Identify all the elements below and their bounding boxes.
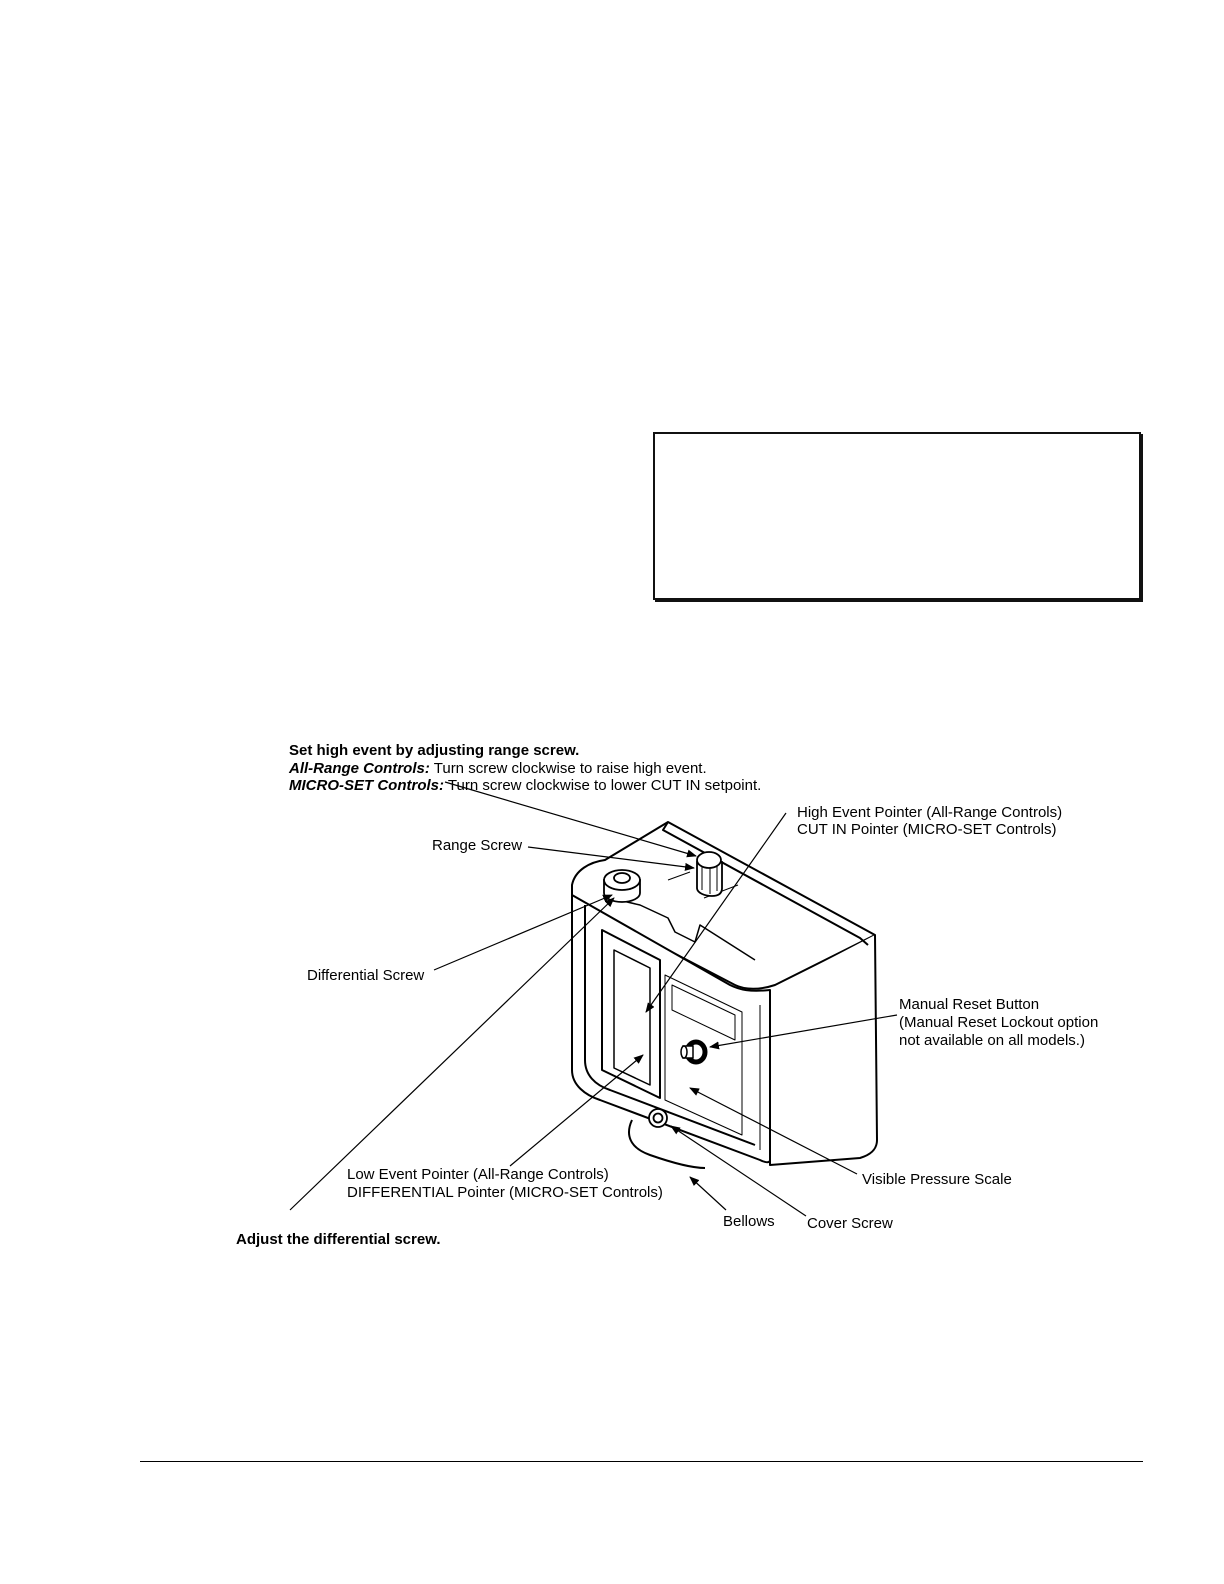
low-event-pointer-label-2: DIFFERENTIAL Pointer (MICRO-SET Controls) [347, 1184, 663, 1201]
high-event-pointer-label-1: High Event Pointer (All-Range Controls) [797, 804, 1063, 821]
leader-adjust-differential [290, 898, 614, 1210]
range-screw [697, 852, 722, 896]
bellows-label: Bellows [723, 1213, 775, 1230]
range-screw-label: Range Screw [432, 837, 523, 854]
low-event-pointer-label-1: Low Event Pointer (All-Range Controls) [347, 1166, 609, 1183]
differential-screw-label: Differential Screw [307, 967, 425, 984]
manual-reset-label-3: not available on all models.) [899, 1032, 1085, 1049]
all-range-text: Turn screw clockwise to raise high event. [429, 760, 707, 777]
micro-set-text: Turn screw clockwise to lower CUT IN setpoint. [444, 777, 762, 794]
micro-set-prefix: MICRO-SET Controls: [289, 777, 444, 794]
cover-screw [649, 1109, 667, 1127]
micro-set-instruction [289, 777, 761, 795]
high-event-pointer-label-2: CUT IN Pointer (MICRO-SET Controls) [797, 821, 1057, 838]
all-range-instruction [289, 760, 707, 778]
manual-reset-label-1: Manual Reset Button [899, 996, 1040, 1013]
visible-pressure-scale-label: Visible Pressure Scale [862, 1171, 1012, 1188]
cover-screw-label: Cover Screw [807, 1215, 893, 1232]
all-range-prefix: All-Range Controls: [289, 760, 430, 777]
adjust-differential-label: Adjust the differential screw. [236, 1231, 441, 1248]
leader-bellows [690, 1177, 726, 1210]
footer-rule [140, 1461, 1143, 1462]
differential-screw [604, 870, 640, 902]
high-event-title: Set high event by adjusting range screw. [289, 742, 580, 759]
manual-reset-label-2: (Manual Reset Lockout option [899, 1014, 1099, 1031]
